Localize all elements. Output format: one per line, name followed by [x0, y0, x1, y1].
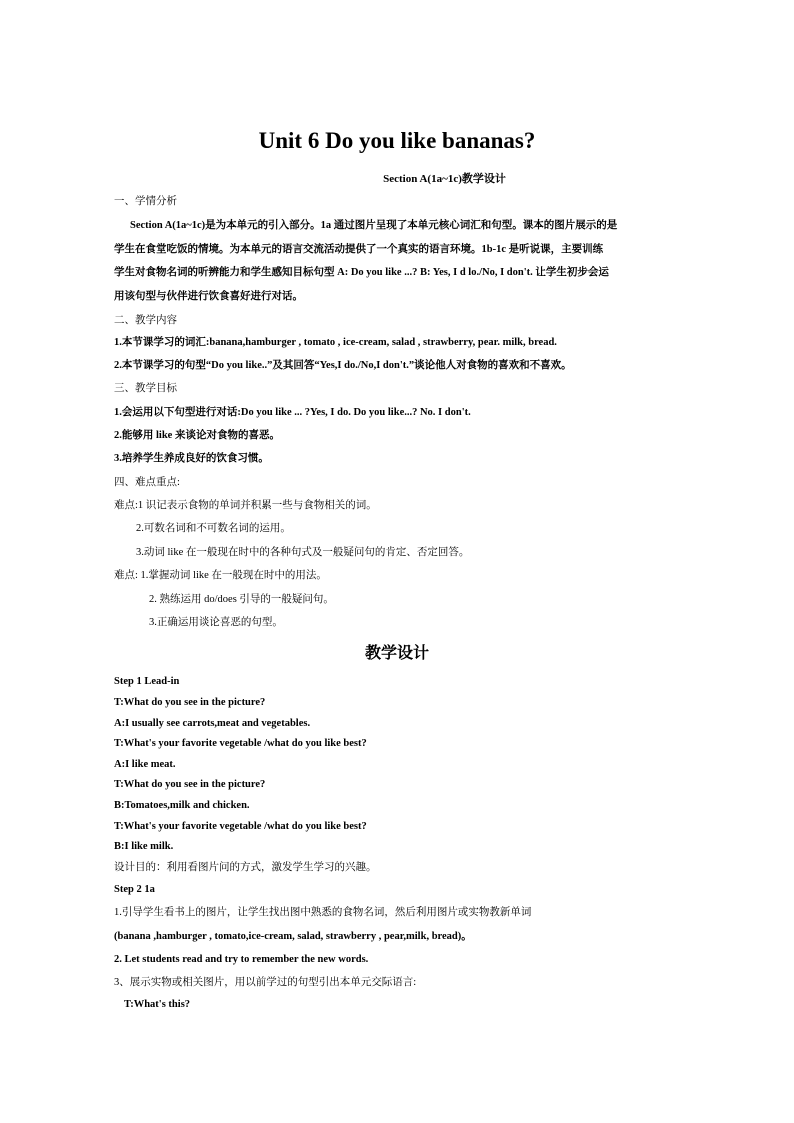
difficulty-item: 2.可数名词和不可数名词的运用。 [136, 523, 291, 534]
dialogue-line: B:I like milk. [114, 841, 174, 852]
objective-item: 3.培养学生养成良好的饮食习惯。 [114, 453, 269, 464]
difficulty-item: 难点: 1.掌握动词 like 在一般现在时中的用法。 [114, 570, 327, 581]
dialogue-line: A:I like meat. [114, 759, 176, 770]
dialogue-line: B:Tomatoes,milk and chicken. [114, 800, 250, 811]
instruction-line: 1.引导学生看书上的图片，让学生找出图中熟悉的食物名词，然后利用图片或实物教新单词 [114, 907, 532, 918]
dialogue-line: T:What's this? [124, 999, 191, 1010]
dialogue-line: T:What do you see in the picture? [114, 697, 266, 708]
heading-key-points: 四、难点重点: [114, 477, 180, 488]
instruction-line: 3、展示实物或相关图片，用以前学过的句型引出本单元交际语言: [114, 977, 417, 988]
section-heading: 教学设计 [364, 643, 429, 662]
paragraph-line: 学生在食堂吃饭的情境。为本单元的语言交流活动提供了一个真实的语言环境。1b-1c 是听说课，主要训练 [114, 244, 604, 255]
difficulty-item: 难点:1 识记表示食物的单词并积累一些与食物相关的词。 [114, 500, 377, 511]
content-item: 2.本节课学习的句型“Do you like..”及其回答“Yes,I do./No,I don't.”谈论他人对食物的喜欢和不喜欢。 [114, 360, 572, 371]
instruction-line: (banana ,hamburger , tomato,ice-cream, salad, strawberry , pear,milk, bread)。 [114, 931, 472, 942]
heading-objectives: 三、教学目标 [114, 383, 177, 394]
objective-item: 1.会运用以下句型进行对话:Do you like ... ?Yes, I do. Do you like...? No. I don't. [114, 407, 471, 418]
dialogue-line: T:What's your favorite vegetable /what do you like best? [114, 738, 367, 749]
paragraph-line: 用该句型与伙伴进行饮食喜好进行对话。 [114, 291, 303, 302]
step-heading: Step 2 1a [114, 884, 155, 895]
step-heading: Step 1 Lead-in [114, 676, 180, 687]
document-subtitle: Section A(1a~1c)教学设计 [383, 173, 506, 185]
paragraph-line: Section A(1a~1c)是为本单元的引入部分。1a 通过图片呈现了本单元核心词汇和句型。课本的图片展示的是 [130, 220, 618, 231]
design-purpose: 设计目的：利用看图片问的方式，激发学生学习的兴趣。 [114, 862, 377, 873]
difficulty-item: 3.正确运用谈论喜恶的句型。 [149, 617, 283, 628]
difficulty-item: 3.动词 like 在一般现在时中的各种句式及一般疑问句的肯定、否定回答。 [136, 547, 470, 558]
dialogue-line: T:What's your favorite vegetable /what do you like best? [114, 821, 367, 832]
difficulty-item: 2. 熟练运用 do/does 引导的一般疑问句。 [149, 594, 334, 605]
content-item: 1.本节课学习的词汇:banana,hamburger , tomato , ice-cream, salad , strawberry, pear. milk, bread. [114, 337, 557, 348]
paragraph-line: 学生对食物名词的听辨能力和学生感知目标句型 A: Do you like ...? B: Yes, I d lo./No, I don't. 让学生初步会运 [114, 267, 609, 278]
heading-content: 二、教学内容 [114, 315, 177, 326]
dialogue-line: A:I usually see carrots,meat and vegetables. [114, 718, 311, 729]
instruction-line: 2. Let students read and try to remember the new words. [114, 954, 369, 965]
objective-item: 2.能够用 like 来谈论对食物的喜恶。 [114, 430, 280, 441]
heading-analysis: 一、学情分析 [114, 196, 177, 207]
document-title: Unit 6 Do you like bananas? [258, 128, 536, 153]
dialogue-line: T:What do you see in the picture? [114, 779, 266, 790]
